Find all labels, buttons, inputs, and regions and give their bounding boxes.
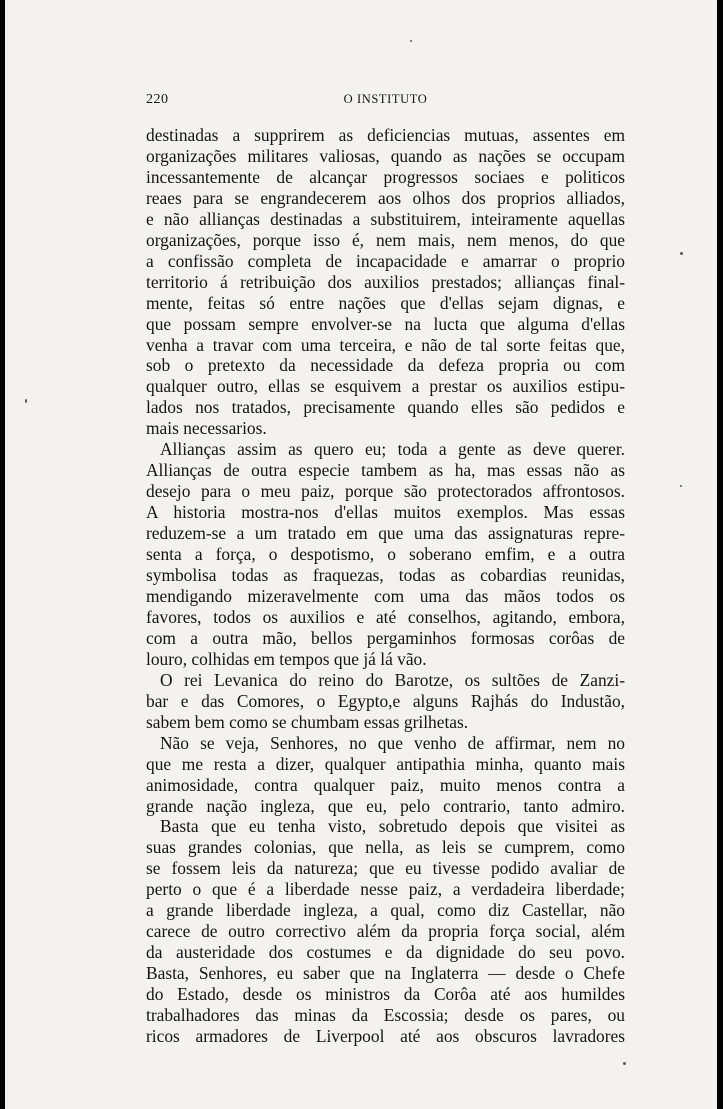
text-line: reaes para se engrandecerem aos olhos dos proprios alliados,: [146, 187, 625, 208]
page-number: 220: [146, 92, 169, 107]
text-line: A historia mostra-nos d'ellas muitos exemplos. Mas essas: [146, 502, 625, 523]
text-line: destinadas a supprirem as deficiencias mutuas, assentes em: [146, 125, 625, 145]
scan-border-right: [717, 0, 723, 1109]
text-line: territorio á retribuição dos auxilios prestados; allianças final-: [146, 271, 625, 292]
text-line: e não allianças destinadas a substituirem, inteiramente aquellas: [146, 208, 625, 229]
text-line: com a outra mão, bellos pergaminhos formosas corôas de: [146, 627, 625, 648]
text-line: reduzem-se a um tratado em que uma das assignaturas repre-: [146, 523, 625, 544]
paragraph-start-line: O rei Levanica do reino do Barotze, os sultões de Zanzi-: [160, 669, 625, 690]
paper-speck: [680, 485, 682, 487]
paragraph-start-line: Basta que eu tenha visto, sobretudo depois que visitei as: [160, 816, 625, 837]
paragraph-start-line: Allianças assim as quero eu; toda a gente as deve querer.: [160, 439, 625, 460]
text-line: trabalhadores das minas da Escossia; desde os pares, ou: [146, 1005, 625, 1026]
text-line: bar e das Comores, o Egypto,e alguns Rajhás do Industão,: [146, 690, 625, 711]
text-line: organizações militares valiosas, quando as nações se occupam: [146, 145, 625, 166]
paper-speck: [680, 252, 683, 255]
text-line: animosidade, contra qualquer paiz, muito menos contra a: [146, 774, 625, 795]
text-line: perto o que é a liberdade nesse paiz, a verdadeira liberdade;: [146, 879, 625, 900]
paper-speck: [410, 40, 412, 42]
text-line: da austeridade dos costumes e da dignidade do seu povo.: [146, 942, 625, 963]
text-line: ricos armadores de Liverpool até aos obscuros lavradores: [146, 1025, 625, 1046]
paper-speck: [25, 399, 27, 403]
text-line: qualquer outro, ellas se esquivem a prestar os auxilios estipu-: [146, 376, 625, 397]
text-line: desejo para o meu paiz, porque são protectorados affrontosos.: [146, 481, 625, 502]
text-line: senta a força, o despotismo, o soberano emfim, e a outra: [146, 544, 625, 565]
text-line: organizações, porque isso é, nem mais, nem menos, do que: [146, 229, 625, 250]
body-text: [146, 125, 625, 1047]
text-line: lados nos tratados, precisamente quando elles são pedidos e: [146, 397, 625, 418]
text-line: Basta, Senhores, eu saber que na Inglaterra — desde o Chefe: [146, 963, 625, 984]
text-line: grande nação ingleza, que eu, pelo contrario, tanto admiro.: [146, 795, 625, 816]
text-line: do Estado, desde os ministros da Corôa até aos humildes: [146, 984, 625, 1005]
text-line: que possam sempre envolver-se na lucta que alguma d'ellas: [146, 313, 625, 334]
running-title: O INSTITUTO: [343, 92, 428, 106]
paper-speck: [623, 1062, 626, 1065]
text-line: sob o pretexto da necessidade da defeza propria ou com: [146, 355, 625, 376]
text-line: symbolisa todas as fraquezas, todas as cobardias reunidas,: [146, 565, 625, 586]
page-header: [146, 92, 625, 112]
text-line: louro, colhidas em tempos que já lá vão.: [146, 648, 427, 669]
text-line: mente, feitas só entre nações que d'ellas sejam dignas, e: [146, 292, 625, 313]
text-line: que me resta a dizer, qualquer antipathia minha, quanto mais: [146, 753, 625, 774]
text-line: sabem bem como se chumbam essas grilhetas.: [146, 711, 469, 732]
text-line: favores, todos os auxilios e até conselhos, agitando, embora,: [146, 606, 625, 627]
text-line: incessantemente de alcançar progressos sociaes e politicos: [146, 166, 625, 187]
text-line: carece de outro correctivo além da propria força social, além: [146, 921, 625, 942]
text-line: suas grandes colonias, que nella, as leis se cumprem, como: [146, 837, 625, 858]
text-line: Allianças de outra especie tambem as ha, mas essas não as: [146, 460, 625, 481]
text-line: mais necessarios.: [146, 418, 267, 439]
text-line: a grande liberdade ingleza, a qual, como diz Castellar, não: [146, 900, 625, 921]
text-line: venha a travar com uma terceira, e não de tal sorte feitas que,: [146, 334, 625, 355]
paragraph-start-line: Não se veja, Senhores, no que venho de affirmar, nem no: [160, 732, 625, 753]
text-line: se fossem leis da natureza; que eu tivesse podido avaliar de: [146, 858, 625, 879]
text-line: mendigando mizeravelmente com uma das mãos todos os: [146, 585, 625, 606]
text-line: a confissão completa de incapacidade e amarrar o proprio: [146, 250, 625, 271]
